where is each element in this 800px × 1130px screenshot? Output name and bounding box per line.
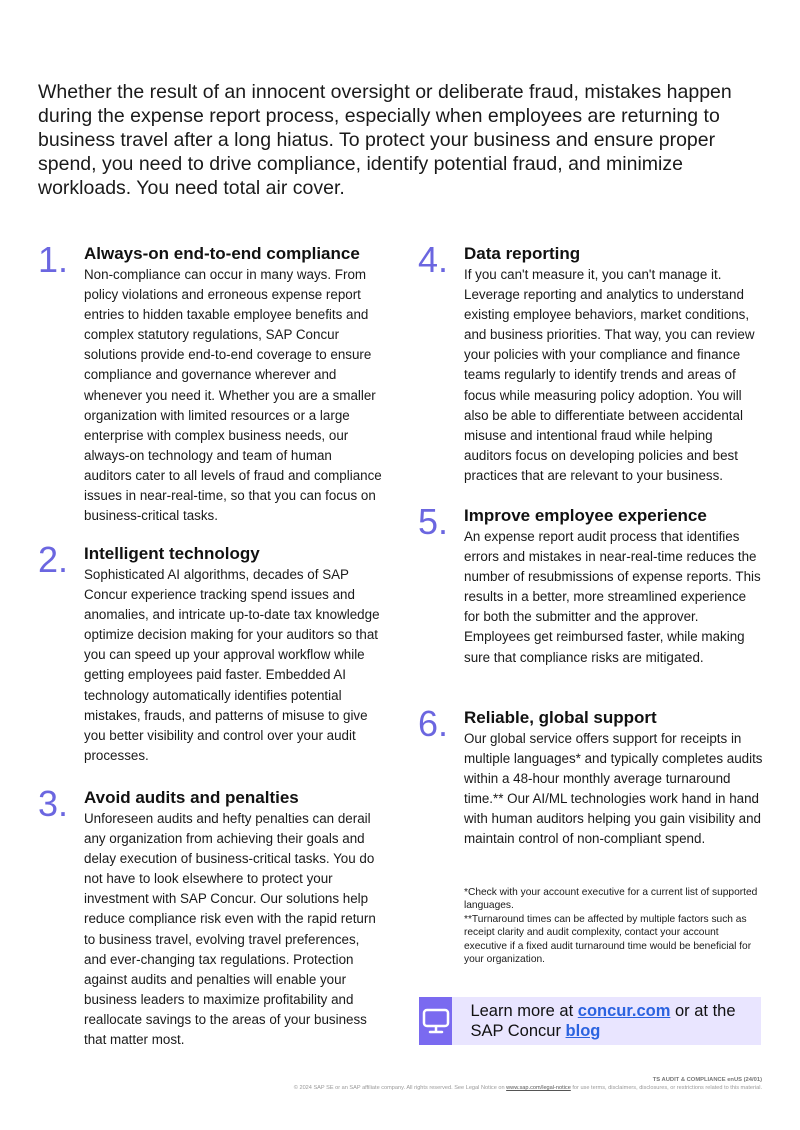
blog-link[interactable]: blog <box>565 1022 601 1040</box>
footnote-languages: *Check with your account executive for a current list of supported languages. <box>464 887 758 912</box>
item-title: Always-on end-to-end compliance <box>84 244 360 263</box>
item-body: Our global service offers support for receipts in multiple languages* and typically completes audits within a 48-hour monthly average turnaround time.** Our AI/ML technologies work hand in hand with human auditors helping you gain visibility and maintain control of non-compliant spend. <box>464 731 763 847</box>
item-body: Sophisticated AI algorithms, decades of SAP Concur experience tracking spend issues and anomalies, and intricate up-to-date tax knowledge optimize decision making for your auditors so that you can speed up your approval workflow while getting employees paid faster. Embedded AI technology automatically identifies potential mistakes, frauds, and patterns of misuse to give you better visibility and control over your audit processes. <box>84 567 380 763</box>
item-title: Improve employee experience <box>464 506 707 525</box>
item-body: Unforeseen audits and hefty penalties can derail any organization from achieving their goals and delay execution of business-critical tasks. You do not have to look elsewhere to protect your investment with SAP Concur. Our solutions help reduce compliance risk even with the rapid return to business travel, evolving travel preferences, and ever-changing tax regulations. Protection against audits and penalties will enable your business leaders to maximize profitability and reallocate savings to the areas of your business that matter most. <box>84 811 376 1048</box>
feature-item-5 <box>418 501 763 707</box>
item-body: An expense report audit process that identifies errors and mistakes in near-real-time reduces the number of resubmissions of expense reports. This results in a better, more streamlined experience for both the submitter and the approver. Employees get reimbursed faster, while making sure that compliance risks are mitigated. <box>464 529 761 665</box>
learn-more-text <box>452 997 761 1045</box>
legal-prefix: © 2024 SAP SE or an SAP affiliate company. All rights reserved. See Legal Notice on <box>293 1085 507 1091</box>
item-number: 2. <box>38 539 69 580</box>
feature-item-6 <box>418 703 763 850</box>
cta-middle: or at the SAP Concur <box>470 1002 736 1040</box>
feature-item-4 <box>418 239 763 505</box>
footnotes <box>464 886 764 966</box>
item-number: 3. <box>38 783 69 824</box>
item-number: 1. <box>38 239 69 280</box>
feature-item-1 <box>38 239 383 543</box>
footer <box>294 1076 762 1092</box>
monitor-icon <box>419 997 452 1045</box>
item-body: Non-compliance can occur in many ways. From policy violations and erroneous expense report entries to hidden taxable employee benefits and complex statutory regulations, SAP Concur solutions provide end-to-end coverage to ensure compliance and governance wherever and whenever you need it. Whether you are a smaller organization with limited resources or a large enterprise with complex business needs, our always-on technology and team of human auditors cater to all levels of fraud and compliance issues in near-real-time, so that you can focus on business-critical tasks. <box>84 267 382 524</box>
legal-suffix: for use terms, disclaimers, disclosures, or restrictions related to this material. <box>570 1085 762 1091</box>
item-title: Intelligent technology <box>84 544 260 563</box>
left-column <box>38 239 383 1050</box>
item-title: Avoid audits and penalties <box>84 788 299 807</box>
concur-link[interactable]: concur.com <box>577 1002 671 1020</box>
intro-paragraph: Whether the result of an innocent oversight or deliberate fraud, mistakes happen during the expense report process, especially when employees are returning to business travel after a long hiatus. To protect your business and ensure proper spend, you need to drive compliance, identify potential fraud, and minimize workloads. You need total air cover. <box>38 81 732 199</box>
feature-item-2 <box>38 539 383 787</box>
legal-notice-link[interactable]: www.sap.com/legal-notice <box>506 1085 571 1091</box>
item-title: Reliable, global support <box>464 708 657 727</box>
footnote-turnaround: **Turnaround times can be affected by multiple factors such as receipt clarity and audit complexity, contact your account executive if a fixed audit turnaround time would be beneficial for your organization. <box>464 913 752 966</box>
item-title: Data reporting <box>464 244 581 263</box>
item-body: If you can't measure it, you can't manage it. Leverage reporting and analytics to understand existing employee behaviors, market conditions, and business priorities. That way, you can review your policies with your compliance and finance teams regularly to identify trends and areas of focus while measuring policy adoption. You will also be able to differentiate between accidental misuse and intentional fraud while helping auditors focus on developing policies and best practices that are relevant to your business. <box>464 267 755 483</box>
item-number: 6. <box>418 703 449 744</box>
document-code: TS AUDIT & COMPLIANCE enUS (24/01) <box>652 1077 762 1083</box>
learn-more-banner <box>419 997 761 1045</box>
legal-notice <box>294 1084 762 1092</box>
right-column <box>418 239 763 850</box>
cta-prefix: Learn more at <box>470 1002 578 1020</box>
feature-item-3 <box>38 783 383 1050</box>
item-number: 5. <box>418 501 449 542</box>
item-number: 4. <box>418 239 449 280</box>
